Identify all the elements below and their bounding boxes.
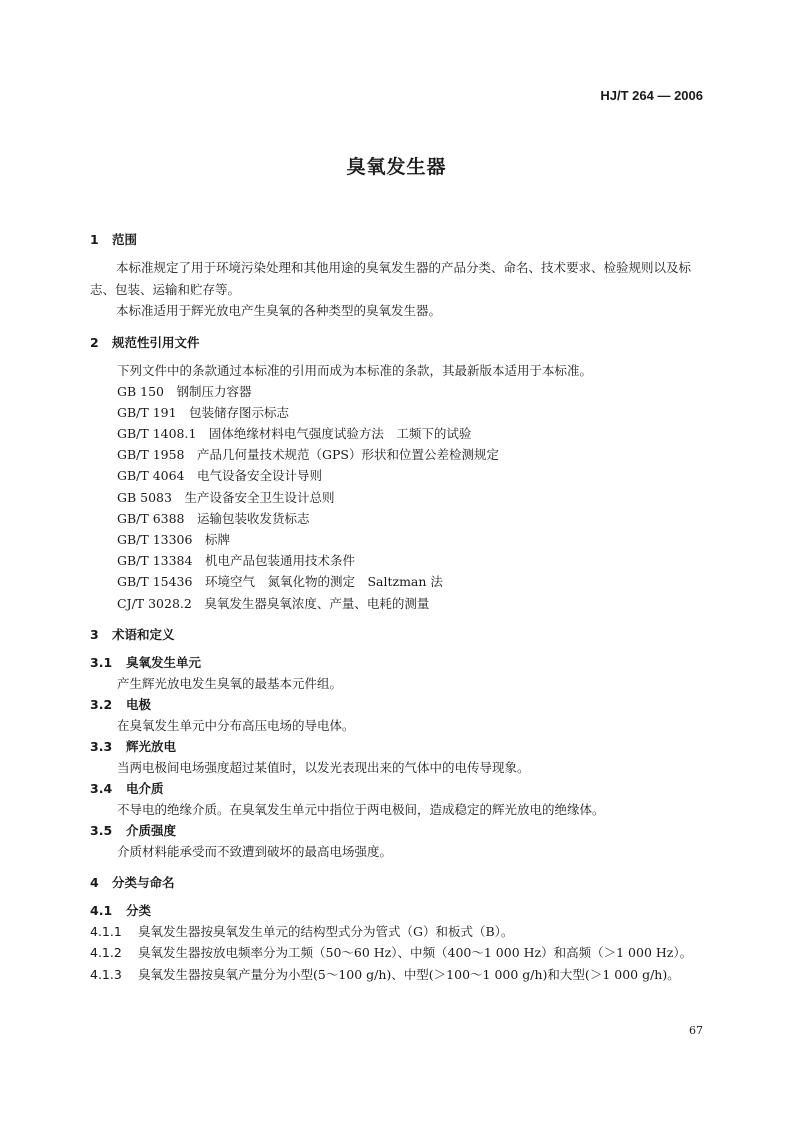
section-number: 1: [90, 232, 99, 247]
reference-item: GB/T 1958 产品几何量技术规范（GPS）形状和位置公差检测规定: [117, 447, 499, 463]
term-heading: [90, 778, 705, 799]
term-number: 3.1: [90, 654, 113, 670]
document-body: [90, 230, 705, 985]
section-title: 范围: [112, 232, 138, 247]
reference-item: GB/T 1408.1 固体绝缘材料电气强度试验方法 工频下的试验: [117, 426, 472, 442]
term-heading: [90, 736, 705, 757]
subsection-heading: [90, 900, 705, 921]
term-heading: [90, 694, 705, 715]
document-title: 臭氧发生器: [346, 156, 447, 178]
section-heading-1: [90, 230, 705, 250]
term-title: 介质强度: [126, 822, 177, 838]
section-heading-2: [90, 333, 705, 353]
reference-item: GB/T 191 包装储存图示标志: [117, 404, 290, 420]
paragraph: 本标准规定了用于环境污染处理和其他用途的臭氧发生器的产品分类、命名、技术要求、检验规则以及标志、包装、运输和贮存等。: [90, 260, 692, 297]
term-title: 辉光放电: [126, 738, 177, 754]
reference-item: GB 150 钢制压力容器: [117, 383, 252, 399]
clause-item: [90, 964, 705, 986]
clause-number: 4.1.2: [90, 945, 122, 961]
term-number: 3.2: [90, 696, 113, 712]
reference-item: CJ/T 3028.2 臭氧发生器臭氧浓度、产量、电耗的测量: [117, 595, 430, 611]
clause-item: [90, 921, 705, 943]
paragraph: 本标准适用于辉光放电产生臭氧的各种类型的臭氧发生器。: [116, 303, 442, 318]
reference-item: GB/T 6388 运输包装收发货标志: [117, 510, 310, 526]
section-number: 3: [90, 626, 99, 642]
section-number: 4: [90, 874, 99, 890]
clause-text: 臭氧发生器按放电频率分为工频（50～60 Hz）、中频（400～1 000 Hz）和高频（＞1 000 Hz）。: [138, 945, 693, 961]
section-title: 分类与命名: [112, 874, 175, 890]
term-heading: [90, 820, 705, 841]
term-definition: 在臭氧发生单元中分布高压电场的导电体。: [117, 717, 355, 733]
term-definition: 当两电极间电场强度超过某值时，以发光表现出来的气体中的电传导现象。: [117, 759, 530, 775]
reference-item: GB/T 13384 机电产品包装通用技术条件: [117, 553, 355, 569]
term-title: 臭氧发生单元: [126, 654, 202, 670]
term-number: 3.5: [90, 822, 113, 838]
term-title: 电极: [126, 696, 152, 712]
term-title: 电介质: [126, 780, 164, 796]
term-heading: [90, 652, 705, 673]
section-heading-4: [90, 873, 705, 893]
term-definition: 产生辉光放电发生臭氧的最基本元件组。: [117, 675, 343, 691]
clause-number: 4.1.3: [90, 966, 122, 982]
section-heading-3: [90, 625, 705, 645]
reference-item: GB/T 15436 环境空气 氮氧化物的测定 Saltzman 法: [117, 574, 443, 590]
term-number: 3.4: [90, 780, 113, 796]
clause-number: 4.1.1: [90, 923, 122, 939]
paragraph: 下列文件中的条款通过本标准的引用而成为本标准的条款，其最新版本适用于本标准。: [117, 362, 593, 378]
section-number: 2: [90, 334, 99, 350]
reference-item: GB 5083 生产设备安全卫生设计总则: [117, 489, 335, 505]
section-title: 规范性引用文件: [112, 334, 200, 350]
clause-text: 臭氧发生器按臭氧发生单元的结构型式分为管式（G）和板式（B）。: [138, 923, 514, 939]
subsection-number: 4.1: [90, 902, 113, 918]
term-definition: 不导电的绝缘介质。在臭氧发生单元中指位于两电极间，造成稳定的辉光放电的绝缘体。: [117, 801, 605, 817]
page-number: 67: [689, 1024, 703, 1037]
clause-text: 臭氧发生器按臭氧产量分为小型(5～100 g/h)、中型(＞100～1 000 g/h)和大型(＞1 000 g/h)。: [138, 966, 680, 982]
clause-item: [90, 942, 705, 964]
reference-item: GB/T 13306 标牌: [117, 532, 230, 547]
standard-code: HJ/T 264 — 2006: [600, 88, 703, 103]
term-definition: 介质材料能承受而不致遭到破坏的最高电场强度。: [117, 843, 393, 859]
subsection-title: 分类: [126, 902, 152, 918]
section-title: 术语和定义: [112, 626, 175, 642]
reference-item: GB/T 4064 电气设备安全设计导则: [117, 468, 323, 484]
term-number: 3.3: [90, 738, 113, 754]
